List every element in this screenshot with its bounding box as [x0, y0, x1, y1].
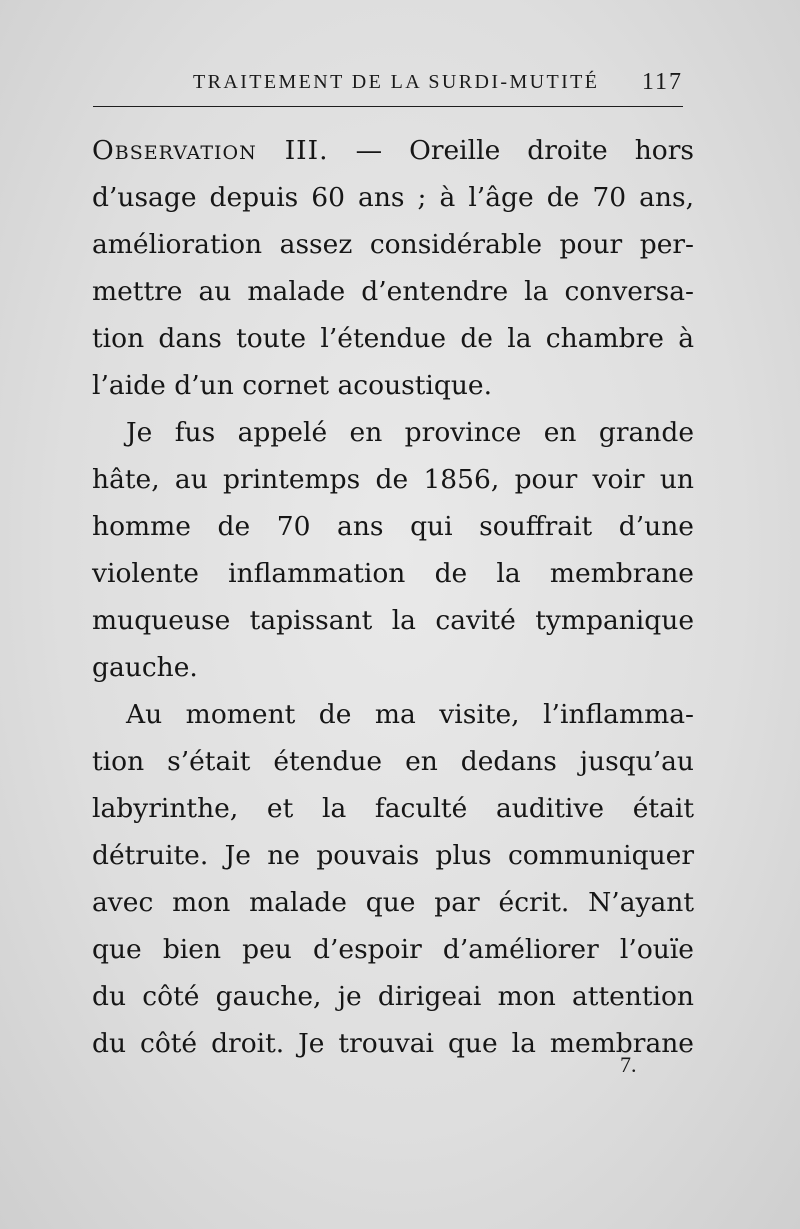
text-line: amélioration assez considérable pour per- — [92, 229, 694, 260]
text-line: labyrinthe, et la faculté auditive était — [92, 793, 694, 824]
page-header — [93, 58, 683, 104]
running-head: TRAITEMENT DE LA SURDI-MUTITÉ — [193, 71, 600, 93]
text-line: homme de 70 ans qui souffrait d’une — [92, 511, 694, 542]
text-line: du côté gauche, je dirigeai mon attention — [92, 981, 694, 1012]
text-line: tion s’était étendue en dedans jusqu’au — [92, 746, 694, 777]
text-line — [92, 127, 694, 174]
text-line: gauche. — [92, 652, 198, 683]
text-line: violente inflammation de la membrane — [92, 558, 694, 589]
signature-mark: 7. — [620, 1052, 637, 1077]
body-text — [92, 127, 694, 1067]
text-line: avec mon malade que par écrit. N’ayant — [92, 887, 694, 918]
text-line: du côté droit. Je trouvai que la membrane — [92, 1028, 694, 1059]
text-line-content: — Oreille droite hors — [328, 135, 694, 166]
text-line: que bien peu d’espoir d’améliorer l’ouïe — [92, 934, 694, 965]
text-line: mettre au malade d’entendre la conversa- — [92, 276, 694, 307]
text-line: hâte, au printemps de 1856, pour voir un — [92, 464, 694, 495]
text-line: tion dans toute l’étendue de la chambre à — [92, 323, 694, 354]
text-line: détruite. Je ne pouvais plus communiquer — [92, 840, 694, 871]
text-line: l’aide d’un cornet acoustique. — [92, 370, 492, 401]
text-line: Je fus appelé en province en grande — [126, 417, 694, 448]
text-line: Au moment de ma visite, l’inflamma- — [126, 699, 694, 730]
text-line: muqueuse tapissant la cavité tympanique — [92, 605, 694, 636]
page-number: 117 — [641, 69, 683, 95]
observation-heading: Observation III. — [92, 135, 329, 166]
header-rule — [93, 106, 683, 107]
text-line: d’usage depuis 60 ans ; à l’âge de 70 ans, — [92, 182, 694, 213]
